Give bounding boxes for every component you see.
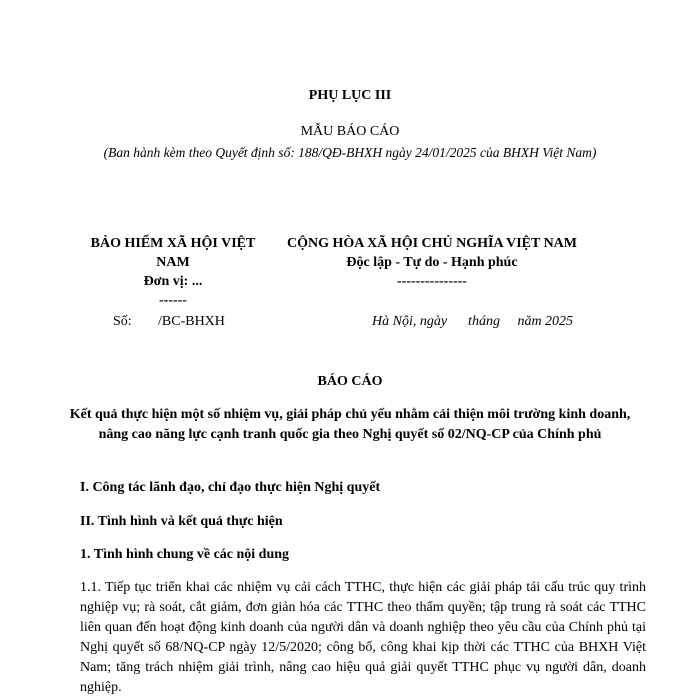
- agency-divider: ------: [159, 293, 187, 308]
- agency-name: BẢO HIỂM XÃ HỘI VIỆT NAM: [90, 236, 256, 270]
- document-number-label: Số:: [113, 314, 132, 329]
- place-date: Hà Nội, ngày tháng năm 2025: [372, 314, 574, 329]
- document-number-value: /BC-BHXH: [158, 314, 225, 329]
- country-name: CỘNG HÒA XÃ HỘI CHỦ NGHĨA VIỆT NAM: [286, 236, 577, 251]
- form-title: MẪU BÁO CÁO: [300, 124, 400, 139]
- issued-by-note: (Ban hành kèm theo Quyết định số: 188/QĐ-BHXH ngày 24/01/2025 của BHXH Việt Nam): [103, 145, 597, 160]
- unit-line: Đơn vị: ...: [143, 274, 203, 289]
- section-heading: I. Công tác lãnh đạo, chỉ đạo thực hiện Nghị quyết: [80, 480, 381, 495]
- national-divider: ---------------: [397, 274, 467, 289]
- section-heading: II. Tình hình và kết quả thực hiện: [80, 514, 283, 529]
- national-header: [262, 234, 602, 291]
- national-motto: Độc lập - Tự do - Hạnh phúc: [346, 255, 518, 270]
- appendix-title: PHỤ LỤC III: [308, 88, 392, 103]
- agency-header: [78, 234, 268, 310]
- report-title: BÁO CÁO: [317, 374, 383, 389]
- report-subtitle: Kết quả thực hiện một số nhiệm vụ, giải pháp chủ yếu nhằm cải thiện môi trường kinh doanh, nâng cao năng lực cạnh tranh quốc gia theo Nghị quyết số 02/NQ-CP của Chính phủ: [69, 407, 631, 442]
- section-heading: 1. Tình hình chung về các nội dung: [80, 547, 290, 562]
- body-paragraph: 1.1. Tiếp tục triển khai các nhiệm vụ cải cách TTHC, thực hiện các giải pháp tái cấu trúc quy trình nghiệp vụ; rà soát, cắt giảm, đơn giản hóa các TTHC theo thẩm quyền; tập trung rà soát các TTHC liên quan đến hoạt động kinh doanh của người dân và doanh nghiệp theo yêu cầu của Chính phủ tại Nghị quyết số 68/NQ-CP ngày 12/5/2020; công bố, công khai kịp thời các TTHC của BHXH Việt Nam; tăng trách nhiệm giải trình, nâng cao hiệu quả giải quyết TTHC phục vụ người dân, doanh nghiệp.: [80, 580, 646, 695]
